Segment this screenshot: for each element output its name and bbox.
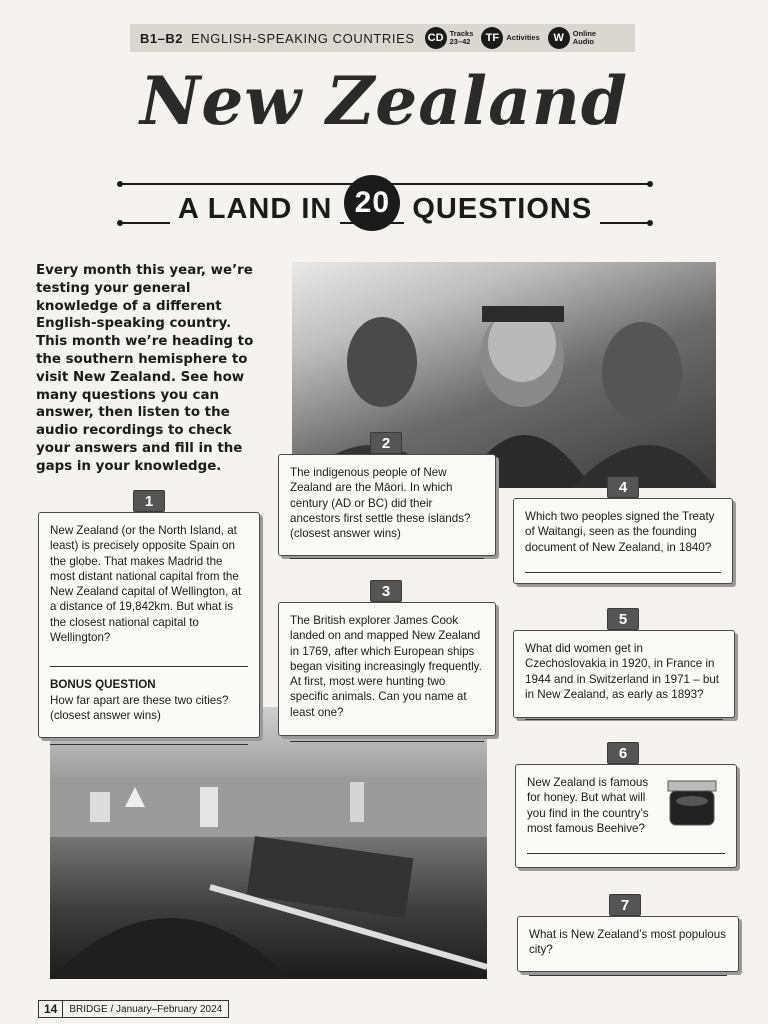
answer-field[interactable] [290,543,484,559]
honey-jar-icon [662,779,722,829]
intro-paragraph: Every month this year, we’re testing your general knowledge of a different English-speaking country. This month we’re heading to the southern hemisphere to visit New Zealand. See how many questions you can answer, then listen to the audio recordings to check your answers and fill in the gaps in your knowledge. [36,263,254,474]
answer-field[interactable] [50,729,248,745]
tracks-label: Tracks 23–42 [449,29,474,46]
subtitle-left: A LAND IN [170,193,341,226]
answer-field[interactable] [527,838,725,854]
topic-label: ENGLISH-SPEAKING COUNTRIES [190,30,415,46]
answer-field[interactable] [525,557,721,573]
wellington-photo [50,707,487,979]
bonus-title: BONUS QUESTION [50,678,156,692]
page-footer [38,1000,229,1018]
question-card [513,498,733,584]
bonus-text: How far apart are these two cities? (closest answer wins) [50,693,229,722]
answer-field[interactable] [525,704,723,720]
answer-field[interactable] [290,726,484,742]
question-number: 2 [370,432,402,454]
question-text: Which two peoples signed the Treaty of Waitangi, seen as the founding document of New Zealand, in 1840? [525,510,715,554]
question-card [38,512,260,738]
cd-icon: CD [425,27,447,49]
page-title: New Zealand [139,62,629,140]
online-audio-label: Online Audio [572,29,597,46]
answer-field[interactable] [50,651,248,667]
subtitle-right: QUESTIONS [404,193,600,226]
question-number: 7 [609,894,641,916]
question-text: New Zealand (or the North Island, at least) is precisely opposite Spain on the globe. That makes Madrid the most distant national capital from the New Zealand capital of Wellington, at a distance of 19,842km. But what is the closest national capital to Wellington? [50,524,242,645]
number-badge: 20 [344,175,400,231]
page-number: 14 [39,1001,63,1017]
photo-illustration [50,707,487,979]
activities-icon: TF [481,27,503,49]
question-card [278,454,496,556]
question-number: 3 [370,580,402,602]
question-text: The British explorer James Cook landed on and mapped New Zealand in 1769, after which European ships began visiting increasingly frequently. At first, most were hunting two specific animals. Can you name at least one? [290,614,482,719]
question-card [515,764,737,868]
online-audio-icon: W [548,27,570,49]
question-card [517,916,739,972]
question-text: The indigenous people of New Zealand are the Māori. In which century (AD or BC) did their ancestors first settle these islands? (closest answer wins) [290,466,471,541]
question-card [513,630,735,718]
magazine-issue: BRIDGE / January–February 2024 [69,1003,223,1015]
question-number: 5 [607,608,639,630]
question-number: 4 [607,476,639,498]
level-label: B1–B2 [140,30,183,46]
subtitle [120,187,650,231]
question-card [278,602,496,736]
activities-label: Activities [506,33,540,42]
question-number: 1 [133,490,165,512]
question-text: What is New Zealand’s most populous city? [529,928,726,957]
question-text: New Zealand is famous for honey. But what will you find in the country’s most famous Beehive? [527,776,649,835]
question-text: What did women get in Czechoslovakia in 1920, in France in 1944 and in Switzerland in 1971 – but in New Zealand, as early as 1893? [525,642,720,701]
answer-field[interactable] [529,960,727,976]
subtitle-banner [120,176,650,232]
question-number: 6 [607,742,639,764]
section-header [130,24,635,52]
